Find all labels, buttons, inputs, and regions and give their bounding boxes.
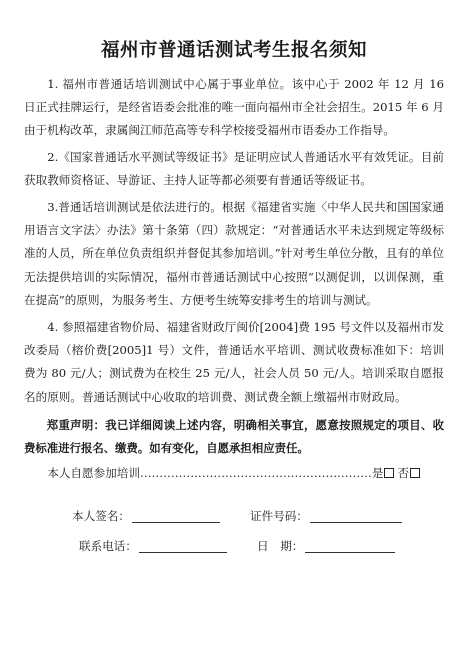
paragraph-1: 1. 福州市普通话培训测试中心属于事业单位。该中心于 2002 年 12 月 16 日正式挂牌运行，是经省语委会批准的唯一面向福州市全社会招生。2015 年 6 月由于机构改革，隶属闽江师范高等专科学校接受福州市语委办工作指导。 — [24, 77, 444, 138]
consent-yes-checkbox[interactable] — [384, 468, 394, 478]
id-number-field — [250, 504, 402, 528]
solemn-statement: 郑重声明：我已详细阅读上述内容，明确相关事宜，愿意按照规定的项目、收费标准进行报名、缴费。如有变化，自愿承担相应责任。 — [24, 417, 444, 456]
consent-yes-label: 是 — [371, 466, 384, 481]
signature-label: 本人签名： — [72, 509, 130, 524]
consent-no-checkbox[interactable] — [410, 468, 420, 478]
date-label: 日 期： — [257, 539, 304, 554]
paragraph-2: 2.《国家普通话水平测试等级证书》是证明应试人普通话水平有效凭证。目前获取教师资格证、导游证、主持人证等都必须要有普通话等级证书。 — [24, 149, 444, 187]
consent-no-label: 否 — [397, 466, 410, 481]
consent-line — [24, 462, 444, 484]
date-blank[interactable] — [305, 537, 395, 553]
phone-label: 联系电话： — [79, 539, 137, 554]
id-number-blank[interactable] — [310, 507, 402, 523]
paragraph-4: 4. 参照福建省物价局、福建省财政厅闽价[2004]费 195 号文件以及福州市发改委局（榕价费[2005]1 号）文件，普通话水平培训、测试收费标准如下：培训费为 80 元/人；测试费为在校生 25 元/人，社会人员 50 元/人。培训采取自愿报名的原则。普通话测试中心收取的培训费、测试费全额上缴福州市财政局。 — [24, 320, 444, 404]
form-row-2 — [24, 534, 444, 558]
consent-text: 本人自愿参加培训…………………………………………………… — [47, 466, 372, 481]
signature-blank[interactable] — [132, 507, 220, 523]
phone-blank[interactable] — [139, 537, 227, 553]
page-title: 福州市普通话测试考生报名须知 — [100, 40, 367, 61]
date-field — [257, 534, 395, 558]
form-row-1 — [24, 504, 444, 528]
phone-field — [79, 534, 227, 558]
signature-field — [72, 504, 220, 528]
id-number-label: 证件号码： — [250, 509, 308, 524]
paragraph-3: 3.普通话培训测试是依法进行的。根据《福建省实施〈中华人民共和国国家通用语言文字法〉办法》第十条第（四）款规定：“对普通话水平未达到规定等级标准的人员，所在单位负责组织并督促其参加培训。”针对考生单位分散，且有的单位无法提供培训的实际情况，福州市普通话测试中心按照“以测促训，以训保测，重在提高”的原则，为服务考生、方便考生统筹安排考生的培训与测试。 — [24, 200, 444, 307]
